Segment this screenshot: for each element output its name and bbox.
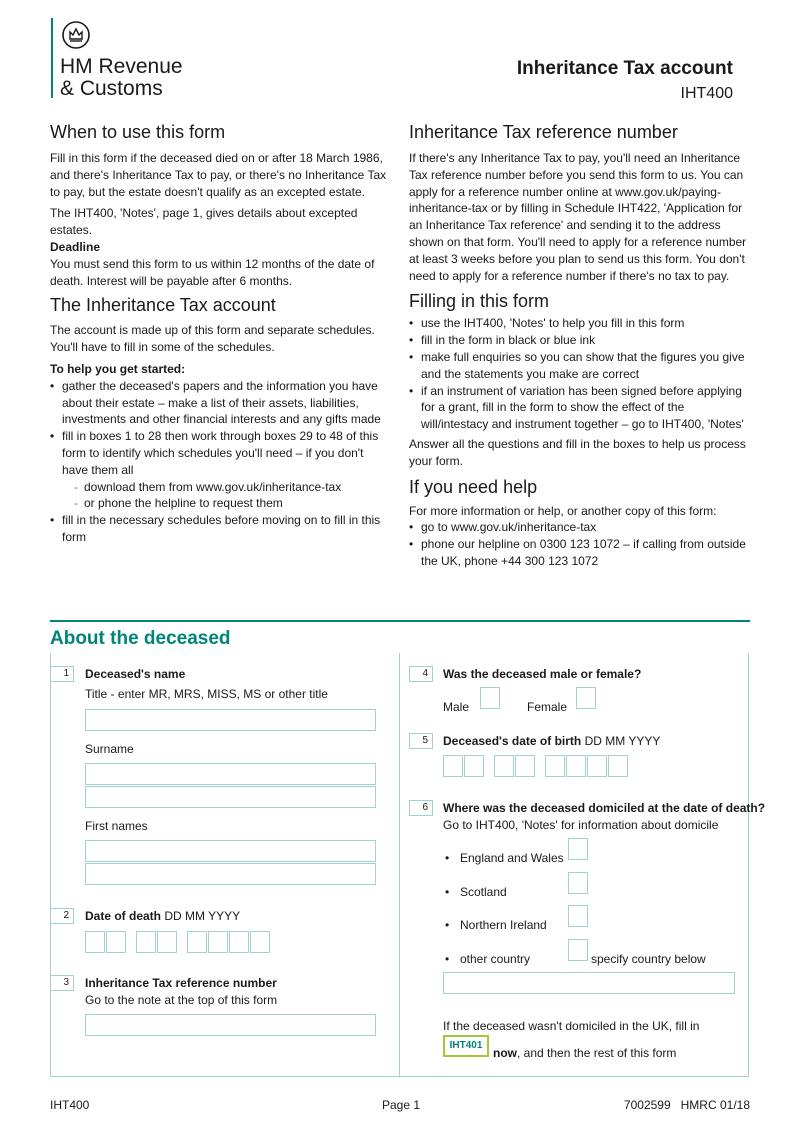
title-field[interactable] — [85, 709, 376, 731]
q2-format: DD MM YYYY — [164, 909, 241, 923]
dob-year-4[interactable] — [608, 755, 628, 777]
list-item — [62, 428, 390, 512]
iht-reference-field[interactable] — [85, 1014, 376, 1036]
iht401-note-continued — [493, 1046, 676, 1060]
bullet-dot: • — [445, 885, 450, 899]
form-title: Inheritance Tax account — [516, 58, 733, 79]
org-logo-text — [60, 56, 183, 100]
dod-day-2[interactable] — [106, 931, 126, 953]
dod-year-2[interactable] — [208, 931, 228, 953]
scotland-checkbox[interactable] — [568, 872, 588, 894]
q2-label-row — [85, 909, 240, 923]
bullet-dot: • — [445, 851, 450, 865]
dob-year-1[interactable] — [545, 755, 565, 777]
account-heading: The Inheritance Tax account — [50, 295, 276, 316]
question-number: 4 — [409, 666, 433, 682]
dob-month-2[interactable] — [515, 755, 535, 777]
female-checkbox[interactable] — [576, 687, 596, 709]
list-item: • gather the deceased's papers and the information you have about their estate – make a list of their assets, liabilities, investments and other financial interests and any gifts made — [62, 378, 390, 428]
sub-list — [62, 479, 390, 513]
other-country-checkbox[interactable] — [568, 939, 588, 961]
list-item-text: fill in boxes 1 to 28 then work through boxes 29 to 48 of this form to identify which schedules you'll need – if you don't have them all — [62, 429, 379, 477]
q3-hint: Go to the note at the top of this form — [85, 993, 278, 1007]
question-number: 1 — [50, 666, 74, 682]
when-paragraph-2: The IHT400, 'Notes', page 1, gives details about excepted estates. — [50, 206, 358, 238]
first-names-label: First names — [85, 819, 148, 833]
dob-year-2[interactable] — [566, 755, 586, 777]
when-heading: When to use this form — [50, 122, 226, 142]
section-title: About the deceased — [50, 628, 231, 649]
dod-year-1[interactable] — [187, 931, 207, 953]
q5-label: Deceased's date of birth — [443, 734, 582, 748]
question-number: 5 — [409, 733, 433, 749]
list-item: • use the IHT400, 'Notes' to help you fill in this form — [421, 315, 749, 332]
question-number: 2 — [50, 908, 74, 924]
first-names-field-1[interactable] — [85, 840, 376, 862]
male-checkbox[interactable] — [480, 687, 500, 709]
q2-label: Date of death — [85, 909, 162, 923]
footer-left: IHT400 — [50, 1098, 90, 1112]
question-number: 6 — [409, 800, 433, 816]
dod-month-1[interactable] — [136, 931, 156, 953]
sub-list-item: - download them from www.gov.uk/inheritance-tax — [84, 479, 390, 496]
dod-day-1[interactable] — [85, 931, 105, 953]
form-code: IHT400 — [680, 85, 733, 102]
q1-label: Deceased's name — [85, 667, 186, 681]
iht401-note-rest: , and then the rest of this form — [517, 1046, 677, 1060]
bullet-dot: • — [445, 952, 450, 966]
sub-list-item: - or phone the helpline to request them — [84, 495, 390, 512]
q5-label-row — [443, 734, 660, 748]
surname-label: Surname — [85, 742, 134, 756]
iht401-note: If the deceased wasn't domiciled in the UK, fill in — [443, 1019, 700, 1033]
list-item: • if an instrument of variation has been signed before applying for a grant, fill in the form to show the effect of the will/intestacy and instrument together – go to IHT400, 'Notes' — [421, 383, 749, 433]
crest-icon — [61, 20, 91, 50]
answer-paragraph: Answer all the questions and fill in the boxes to help us process your form. — [409, 436, 746, 468]
filling-list — [409, 315, 749, 433]
list-item: • fill in the necessary schedules before moving on to fill in this form — [62, 512, 390, 546]
filling-heading: Filling in this form — [409, 291, 550, 312]
right-column — [409, 122, 749, 570]
deadline-paragraph: You must send this form to us within 12 months of the date of death. Interest will be payable after 6 months. — [50, 256, 375, 288]
domicile-option-label: other country — [460, 952, 531, 966]
left-column — [50, 122, 390, 546]
female-label: Female — [527, 700, 568, 714]
list-item: • make full enquiries so you can show that the figures you give and the statements you make are correct — [421, 349, 749, 383]
question-number: 3 — [50, 975, 74, 991]
list-item: • go to www.gov.uk/inheritance-tax — [421, 519, 749, 536]
bullet-dot: • — [445, 918, 450, 932]
other-country-field[interactable] — [443, 972, 735, 994]
page-number: Page 1 — [382, 1098, 421, 1112]
account-paragraph: The account is made up of this form and separate schedules. You'll have to fill in some of the schedules. — [50, 323, 375, 355]
ref-heading: Inheritance Tax reference number — [409, 122, 678, 142]
dod-month-2[interactable] — [157, 931, 177, 953]
dob-day-2[interactable] — [464, 755, 484, 777]
dod-year-4[interactable] — [250, 931, 270, 953]
q3-label: Inheritance Tax reference number — [85, 976, 277, 990]
dob-month-1[interactable] — [494, 755, 514, 777]
q5-format: DD MM YYYY — [584, 734, 661, 748]
section-rule — [50, 620, 750, 622]
dod-year-3[interactable] — [229, 931, 249, 953]
started-list — [50, 378, 390, 546]
org-line2: & Customs — [60, 77, 163, 100]
iht401-badge: IHT401 — [443, 1035, 489, 1057]
surname-field-1[interactable] — [85, 763, 376, 785]
england-wales-checkbox[interactable] — [568, 838, 588, 860]
org-line1: HM Revenue — [60, 55, 183, 78]
logo-rule — [51, 18, 53, 98]
q4-label: Was the deceased male or female? — [443, 667, 642, 681]
list-item: • phone our helpline on 0300 123 1072 – if calling from outside the UK, phone +44 300 123 1072 — [421, 536, 749, 570]
started-label: To help you get started: — [50, 361, 186, 376]
first-names-field-2[interactable] — [85, 863, 376, 885]
help-heading: If you need help — [409, 476, 538, 497]
panel-divider — [399, 653, 400, 1077]
male-label: Male — [443, 700, 470, 714]
when-paragraph-1: Fill in this form if the deceased died on or after 18 March 1986, and there's Inheritance Tax to pay, or there's no Inheritance Tax to pay, but the estate doesn't qualify as an excepted estate. — [50, 151, 387, 199]
list-item: • fill in the form in black or blue ink — [421, 332, 749, 349]
footer-right: 7002599 HMRC 01/18 — [623, 1098, 750, 1112]
domicile-option-label: England and Wales — [460, 851, 564, 865]
surname-field-2[interactable] — [85, 786, 376, 808]
help-paragraph: For more information or help, or another copy of this form: — [409, 503, 717, 518]
help-list — [409, 519, 749, 569]
domicile-option-label: Scotland — [460, 885, 507, 899]
northern-ireland-checkbox[interactable] — [568, 905, 588, 927]
iht401-now: now — [493, 1046, 517, 1060]
deadline-label: Deadline — [50, 239, 101, 254]
ref-paragraph: If there's any Inheritance Tax to pay, you'll need an Inheritance Tax reference number before you send this form to us. You can apply for a reference number online at www.gov.uk/paying-inheritance-tax or by filling in Schedule IHT422, 'Application for an Inheritance Tax reference' and sending it to the address shown on that form. You'll need to apply for a reference number at least 3 weeks before you plan to send us this form. You don't need to apply for a reference number if there's no tax to pay. — [409, 151, 747, 283]
specify-country-label: specify country below — [591, 952, 706, 966]
q1-title-hint: Title - enter MR, MRS, MISS, MS or other title — [85, 687, 328, 701]
q6-label: Where was the deceased domiciled at the date of death? — [443, 801, 766, 815]
q6-hint: Go to IHT400, 'Notes' for information about domicile — [443, 818, 719, 832]
dob-year-3[interactable] — [587, 755, 607, 777]
domicile-option-label: Northern Ireland — [460, 918, 547, 932]
dob-day-1[interactable] — [443, 755, 463, 777]
